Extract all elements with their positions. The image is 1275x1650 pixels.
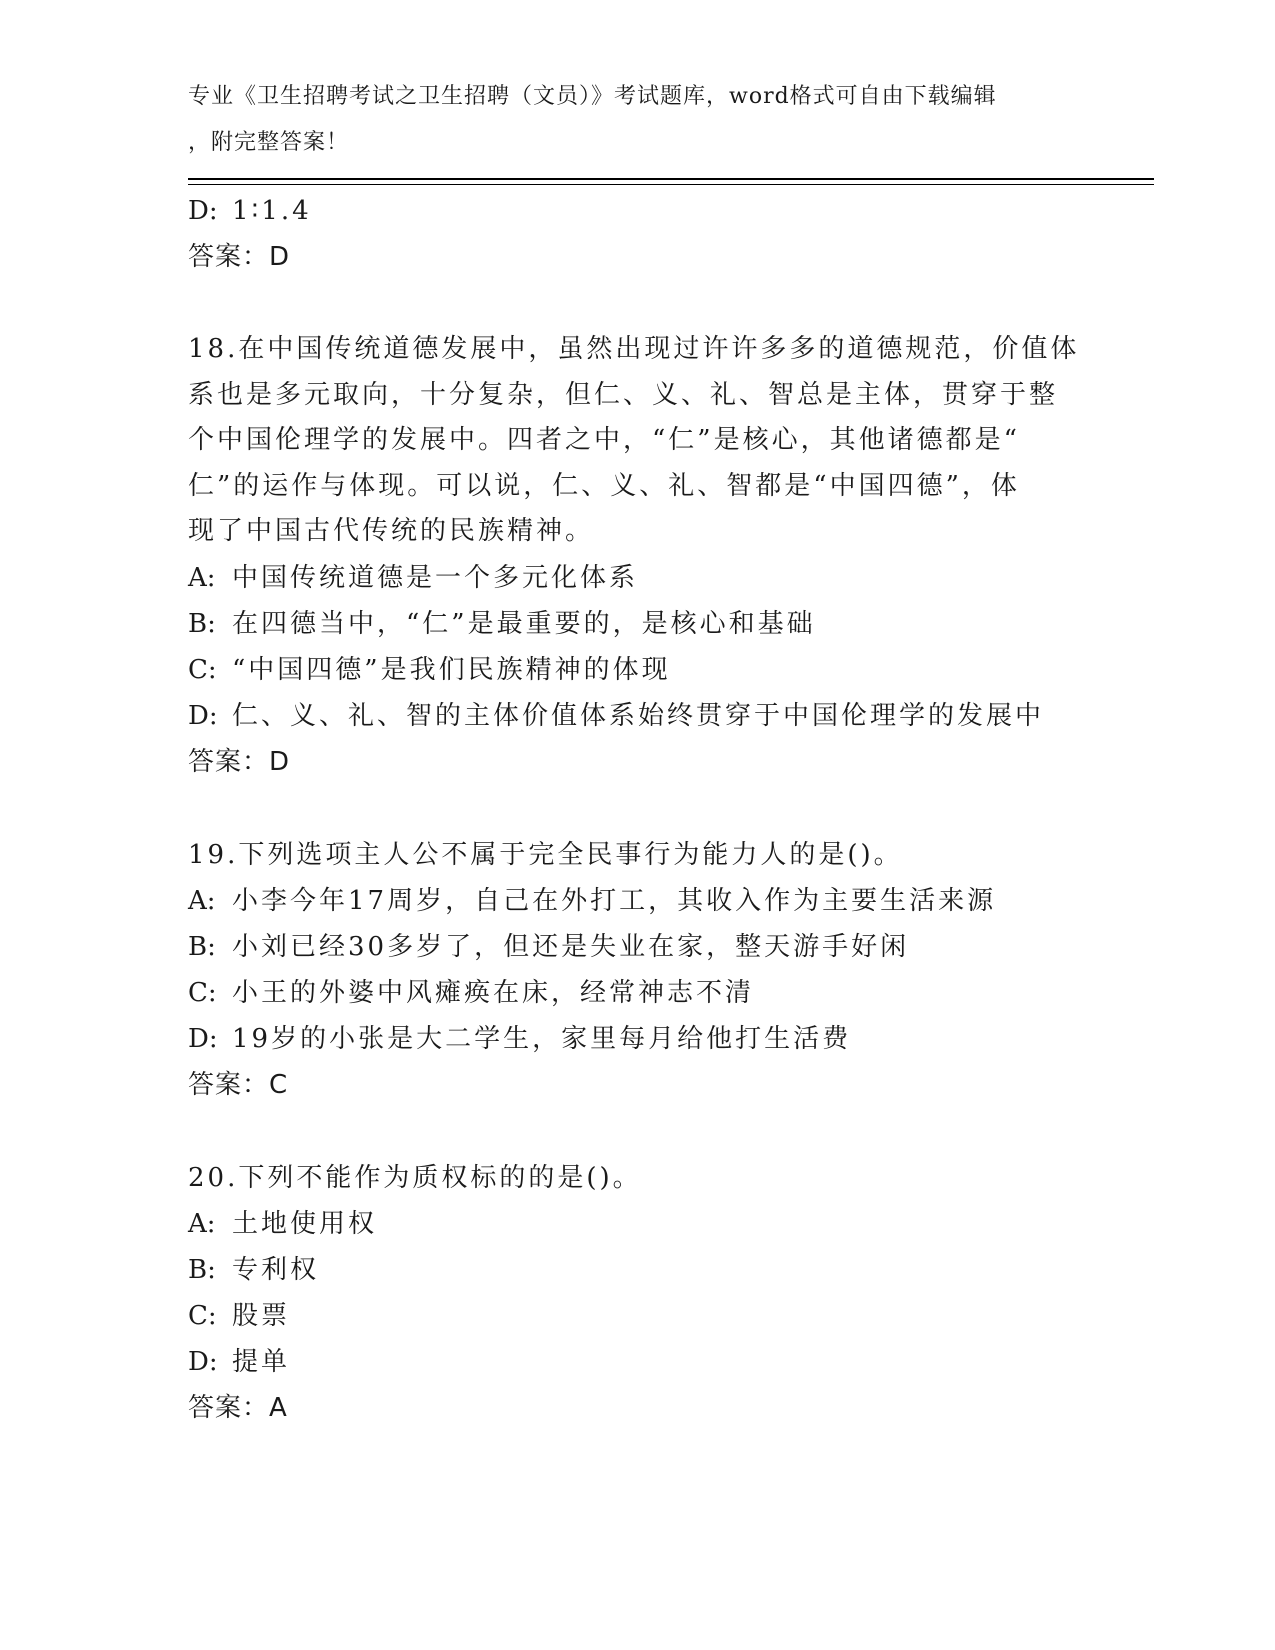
option-a: A: 中国传统道德是一个多元化体系 — [188, 562, 639, 593]
option-d: D: 提单 — [188, 1346, 291, 1377]
answer-line: 答案：D — [188, 746, 291, 777]
option-d: D: 仁、义、礼、智的主体价值体系始终贯穿于中国伦理学的发展中 — [188, 700, 1045, 731]
previous-question-tail — [188, 188, 1088, 280]
header-line-1: 专业《卫生招聘考试之卫生招聘（文员）》考试题库，word格式可自由下载编辑 — [188, 84, 997, 109]
option-c: C: 股票 — [188, 1300, 291, 1331]
stem-line: 仁”的运作与体现。可以说，仁、义、礼、智都是“中国四德”，体 — [188, 470, 1020, 501]
stem-line: 现了中国古代传统的民族精神。 — [188, 516, 595, 546]
option-d: D: 19岁的小张是大二学生，家里每月给他打生活费 — [188, 1023, 852, 1054]
answer-line: 答案：C — [188, 1069, 289, 1100]
option-b: B: 在四德当中，“仁”是最重要的，是核心和基础 — [188, 608, 816, 639]
question-20 — [188, 1155, 1088, 1431]
answer-line: 答案：D — [188, 242, 291, 272]
question-19 — [188, 832, 1088, 1108]
header-divider-thick — [188, 178, 1154, 180]
document-body — [188, 188, 1088, 1431]
answer-line: 答案：A — [188, 1392, 288, 1423]
header-divider-thin — [188, 184, 1154, 185]
option-b: B: 小刘已经30多岁了，但还是失业在家，整天游手好闲 — [188, 931, 910, 962]
question-stem: 19.下列选项主人公不属于完全民事行为能力人的是()。 — [188, 839, 903, 870]
question-stem — [188, 327, 1088, 555]
option-c: C: “中国四德”是我们民族精神的体现 — [188, 654, 671, 685]
option-b: B: 专利权 — [188, 1254, 320, 1285]
option-c: C: 小王的外婆中风瘫痪在床，经常神志不清 — [188, 977, 755, 1008]
stem-line: 18.在中国传统道德发展中，虽然出现过许许多多的道德规范，价值体 — [188, 334, 1080, 364]
option-d: D: 1∶1.4 — [188, 196, 312, 226]
header-line-2: ，附完整答案！ — [188, 130, 350, 155]
option-a: A: 土地使用权 — [188, 1208, 378, 1239]
question-18 — [188, 327, 1088, 785]
stem-line: 个中国伦理学的发展中。四者之中，“仁”是核心，其他诸德都是“ — [188, 425, 1020, 455]
page-header — [188, 74, 1068, 166]
stem-line: 系也是多元取向，十分复杂，但仁、义、礼、智总是主体，贯穿于整 — [188, 379, 1059, 410]
option-a: A: 小李今年17周岁，自己在外打工，其收入作为主要生活来源 — [188, 885, 997, 916]
question-stem: 20.下列不能作为质权标的的是()。 — [188, 1162, 642, 1193]
